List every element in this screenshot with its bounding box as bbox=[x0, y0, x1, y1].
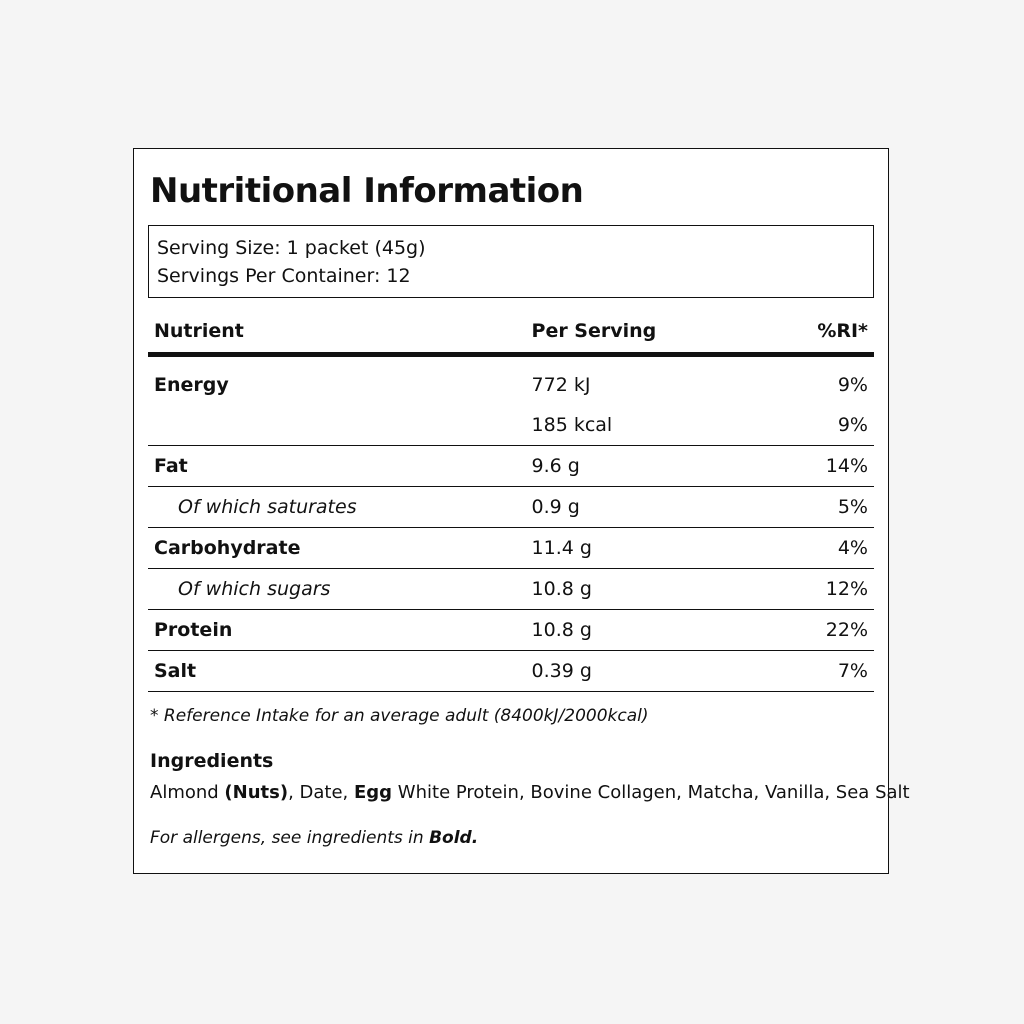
nutrient-name: Fat bbox=[148, 446, 526, 487]
table-header-row bbox=[148, 316, 874, 355]
nutrient-value: 0.39 g bbox=[526, 651, 787, 692]
serving-size: Serving Size: 1 packet (45g) bbox=[157, 237, 426, 259]
table-row-saturates bbox=[148, 487, 874, 528]
allergen-egg: Egg bbox=[354, 782, 393, 803]
table-row-fat bbox=[148, 446, 874, 487]
allergen-note-bold: Bold. bbox=[429, 828, 479, 848]
nutrient-name bbox=[148, 405, 526, 446]
nutrient-name: Of which sugars bbox=[148, 569, 526, 610]
allergen-note bbox=[150, 826, 874, 850]
nutrient-ri: 9% bbox=[837, 374, 868, 396]
nutrient-value: 772 kJ bbox=[531, 374, 591, 396]
nutrition-label bbox=[133, 148, 910, 874]
nutrient-ri: 5% bbox=[787, 487, 874, 528]
nutrient-value: 9.6 g bbox=[526, 446, 787, 487]
table-row-protein bbox=[148, 610, 874, 651]
ri-footnote: * Reference Intake for an average adult (8400kJ/2000kcal) bbox=[150, 706, 649, 726]
header-nutrient: Nutrient bbox=[148, 316, 526, 355]
nutrient-value: 10.8 g bbox=[526, 610, 787, 651]
ingredient-text: , Date, bbox=[288, 782, 354, 803]
ingredients-heading: Ingredients bbox=[150, 750, 274, 772]
nutrient-value: 11.4 g bbox=[526, 528, 787, 569]
nutrient-ri: 22% bbox=[787, 610, 874, 651]
ingredient-text: White Protein, Bovine Collagen, Matcha, Vanilla, Sea Salt bbox=[392, 782, 910, 803]
nutrient-name: Salt bbox=[148, 651, 526, 692]
nutrient-ri: 14% bbox=[787, 446, 874, 487]
nutrient-value: 10.8 g bbox=[526, 569, 787, 610]
label-title: Nutritional Information bbox=[150, 171, 584, 211]
allergen-nuts: (Nuts) bbox=[224, 782, 289, 803]
header-ri: %RI* bbox=[787, 316, 874, 355]
table-row-salt bbox=[148, 651, 874, 692]
ingredients-list bbox=[150, 780, 910, 806]
nutrition-table bbox=[148, 316, 874, 692]
nutrient-ri: 4% bbox=[787, 528, 874, 569]
nutrient-ri: 7% bbox=[787, 651, 874, 692]
nutrient-name: Protein bbox=[148, 610, 526, 651]
table-row-carbohydrate bbox=[148, 528, 874, 569]
serving-info-box bbox=[148, 225, 874, 298]
nutrient-name: Energy bbox=[154, 374, 229, 396]
nutrient-name: Carbohydrate bbox=[148, 528, 526, 569]
header-per-serving: Per Serving bbox=[526, 316, 787, 355]
nutrient-name: Of which saturates bbox=[148, 487, 526, 528]
table-row-energy-kcal bbox=[148, 405, 874, 446]
servings-per-container: Servings Per Container: 12 bbox=[157, 265, 411, 287]
ingredient-text: Almond bbox=[150, 782, 225, 803]
nutrient-ri: 9% bbox=[787, 405, 874, 446]
allergen-note-text: For allergens, see ingredients in bbox=[150, 828, 430, 848]
table-row-energy-kj bbox=[148, 355, 874, 406]
table-row-sugars bbox=[148, 569, 874, 610]
nutrient-value: 0.9 g bbox=[526, 487, 787, 528]
nutrient-value: 185 kcal bbox=[526, 405, 787, 446]
nutrient-ri: 12% bbox=[787, 569, 874, 610]
